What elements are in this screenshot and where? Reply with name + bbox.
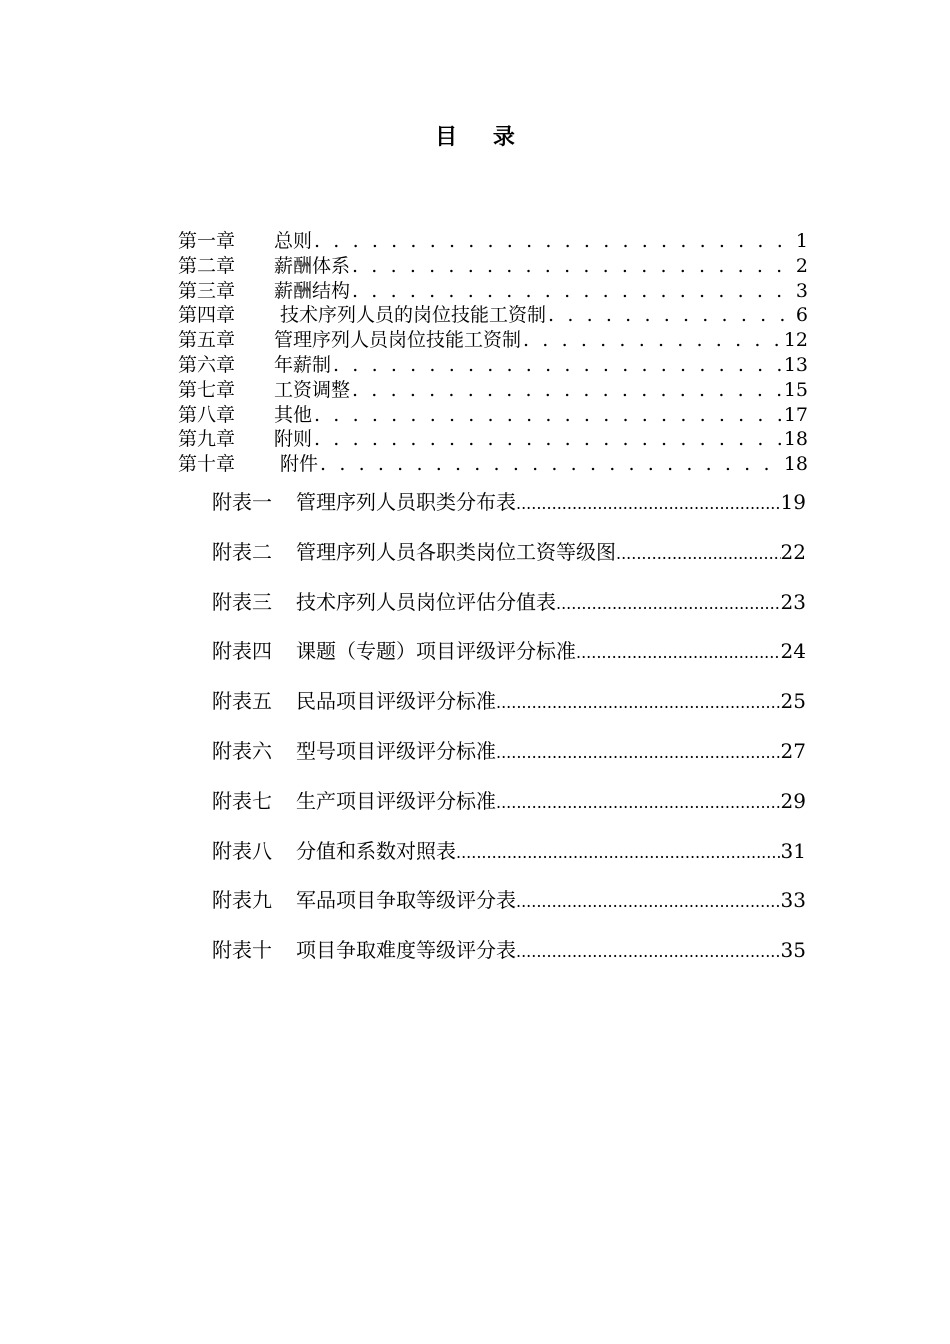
dot-leader [496,787,781,819]
appendix-title: 技术序列人员岗位评估分值表 [296,589,556,614]
toc-entry-chapter[interactable] [178,328,808,353]
chapter-title: 附件 [274,453,319,476]
appendix-title: 型号项目评级评分标准 [296,738,496,763]
appendix-page-number: 33 [780,888,806,913]
appendix-page-number: 24 [780,639,806,664]
chapter-list [178,229,808,477]
toc-entry-appendix[interactable] [212,735,806,785]
toc-entry-appendix[interactable] [212,536,806,586]
chapter-number: 第三章 [178,279,236,302]
appendix-title: 分值和系数对照表 [296,838,456,863]
dot-leader [516,886,781,918]
chapter-number: 第九章 [178,428,236,451]
toc-entry-chapter[interactable] [178,452,808,477]
toc-entry-appendix[interactable] [212,685,806,735]
appendix-number: 附表一 [212,490,272,514]
toc-entry-chapter[interactable] [178,403,808,428]
appendix-page-number: 19 [780,490,806,514]
chapter-number: 第一章 [178,230,236,252]
chapter-number: 第二章 [178,254,236,277]
appendix-number: 附表四 [212,639,272,664]
dot-leader [516,936,781,968]
chapter-number: 第七章 [178,378,236,401]
appendix-page-number: 23 [780,589,806,614]
dot-leader [352,254,793,279]
appendix-title: 管理序列人员各职类岗位工资等级图 [296,539,616,564]
toc-entry-chapter[interactable] [178,303,808,328]
appendix-page-number: 22 [780,539,806,564]
dot-leader [496,737,781,769]
toc-entry-chapter[interactable] [178,353,808,378]
toc-title: 目 录 [435,124,529,150]
dot-leader [320,452,781,477]
appendix-number: 附表五 [212,689,272,714]
toc-entry-appendix[interactable] [212,785,806,835]
appendix-title: 民品项目评级评分标准 [296,689,496,714]
toc-entry-chapter[interactable] [178,229,808,254]
chapter-title: 技术序列人员的岗位技能工资制 [274,304,547,327]
appendix-number: 附表七 [212,788,272,813]
dot-leader [314,403,781,428]
toc-entry-chapter[interactable] [178,279,808,304]
appendix-page-number: 31 [780,838,806,863]
dot-leader [314,427,781,452]
appendix-number: 附表六 [212,738,272,763]
dot-leader [516,488,781,520]
chapter-page-number: 1 [795,230,808,252]
toc-entry-appendix[interactable] [212,934,806,984]
dot-leader [456,837,781,869]
chapter-number: 第六章 [178,353,236,376]
appendix-title: 项目争取难度等级评分表 [296,938,516,963]
appendix-page-number: 27 [780,738,806,763]
appendix-page-number: 35 [780,938,806,963]
appendix-title: 管理序列人员职类分布表 [296,490,516,514]
appendix-number: 附表三 [212,589,272,614]
dot-leader [496,687,781,719]
appendix-number: 附表十 [212,938,272,963]
chapter-page-number: 12 [783,329,808,352]
dot-leader [523,328,781,353]
chapter-number: 第五章 [178,329,236,352]
chapter-title: 管理序列人员岗位技能工资制 [274,329,522,352]
dot-leader [616,538,781,570]
toc-entry-appendix[interactable] [212,635,806,685]
appendix-number: 附表八 [212,838,272,863]
toc-entry-appendix[interactable] [212,486,806,536]
chapter-title: 年薪制 [274,353,332,376]
dot-leader [352,279,793,304]
chapter-title: 其他 [274,403,313,426]
chapter-number: 第四章 [178,304,236,327]
appendix-list [212,486,806,984]
chapter-title: 附则 [274,428,313,451]
chapter-page-number: 13 [783,353,808,376]
toc-entry-appendix[interactable] [212,884,806,934]
dot-leader [548,303,793,328]
chapter-number: 第十章 [178,453,236,476]
toc-entry-appendix[interactable] [212,586,806,636]
dot-leader [333,353,781,378]
appendix-title: 课题（专题）项目评级评分标准 [296,639,576,664]
appendix-title: 军品项目争取等级评分表 [296,888,516,913]
appendix-page-number: 29 [780,788,806,813]
toc-entry-chapter[interactable] [178,378,808,403]
chapter-page-number: 3 [795,279,808,302]
appendix-number: 附表九 [212,888,272,913]
appendix-title: 生产项目评级评分标准 [296,788,496,813]
chapter-title: 工资调整 [274,378,351,401]
chapter-page-number: 2 [795,254,808,277]
chapter-title: 薪酬体系 [274,254,351,277]
chapter-title: 薪酬结构 [274,279,351,302]
toc-entry-appendix[interactable] [212,835,806,885]
dot-leader [556,588,781,620]
appendix-page-number: 25 [780,689,806,714]
chapter-page-number: 18 [783,428,808,451]
dot-leader [314,229,793,254]
toc-entry-chapter[interactable] [178,427,808,452]
appendix-number: 附表二 [212,539,272,564]
chapter-page-number: 15 [783,378,808,401]
chapter-page-number: 6 [795,304,808,327]
dot-leader [576,637,781,669]
chapter-number: 第八章 [178,403,236,426]
chapter-page-number: 18 [783,453,808,476]
toc-entry-chapter[interactable] [178,254,808,279]
chapter-page-number: 17 [783,403,808,426]
dot-leader [352,378,781,403]
chapter-title: 总则 [274,230,313,252]
